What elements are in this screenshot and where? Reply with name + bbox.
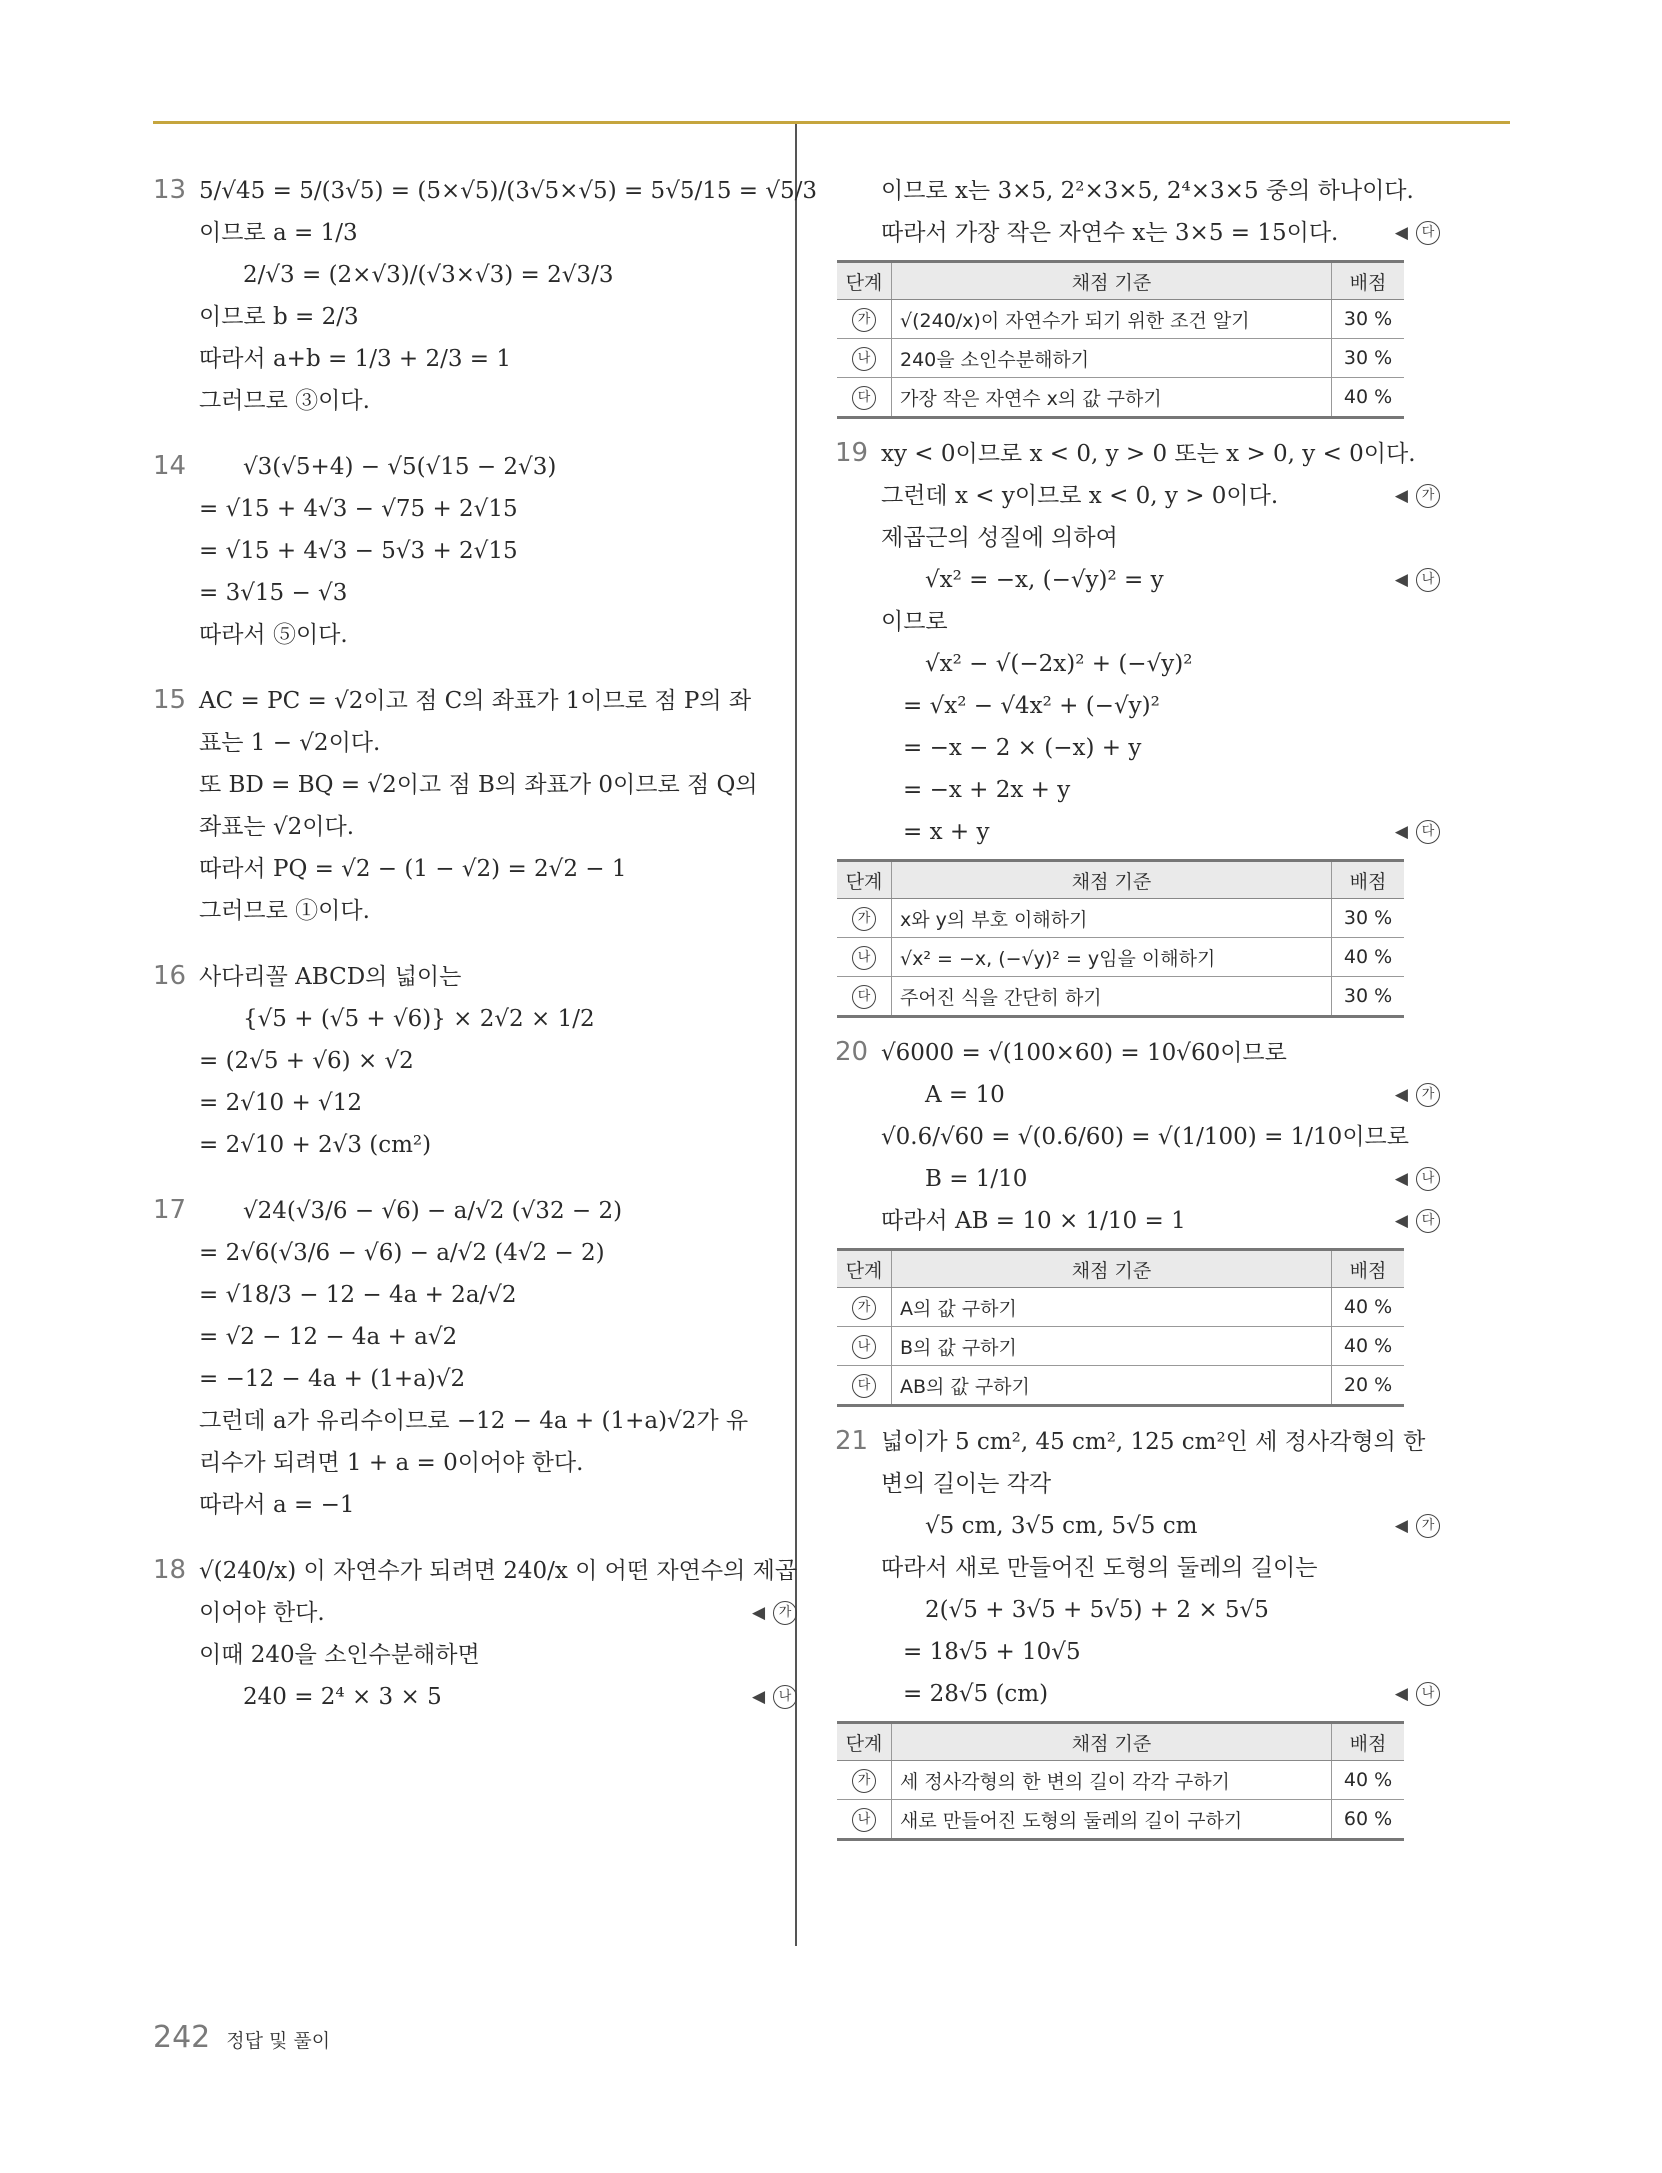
step-circle-icon: 나 bbox=[1416, 1167, 1440, 1191]
problem-number: 18 bbox=[153, 1555, 187, 1585]
solution-line: = −x + 2x + y bbox=[903, 777, 1071, 803]
solution-line: = 2√6(√3/6 − √6) − a/√2 (4√2 − 2) bbox=[199, 1240, 605, 1266]
table-row bbox=[837, 1800, 1404, 1840]
table-cell: 40 % bbox=[1332, 1327, 1405, 1366]
solution-line: = 3√15 − √3 bbox=[199, 580, 348, 606]
solution-line: 따라서 PQ = √2 − (1 − √2) = 2√2 − 1 bbox=[199, 856, 627, 882]
solution-line: = √15 + 4√3 − 5√3 + 2√15 bbox=[199, 538, 518, 564]
solution-line: 리수가 되려면 1 + a = 0이어야 한다. bbox=[199, 1450, 584, 1476]
table-header: 단계 bbox=[837, 1723, 892, 1761]
solution-line: 사다리꼴 ABCD의 넓이는 bbox=[199, 964, 462, 990]
table-row bbox=[837, 339, 1404, 378]
table-cell: x와 y의 부호 이해하기 bbox=[892, 899, 1332, 938]
step-circle-icon: 나 bbox=[852, 946, 876, 970]
step-marker bbox=[1395, 1505, 1440, 1547]
solution-line: = −x − 2 × (−x) + y bbox=[903, 735, 1142, 761]
step-circle-icon: 나 bbox=[1416, 568, 1440, 592]
grading-table-21 bbox=[837, 1721, 1404, 1841]
table-cell: 새로 만들어진 도형의 둘레의 길이 구하기 bbox=[892, 1800, 1332, 1840]
table-header: 단계 bbox=[837, 1250, 892, 1288]
solution-line: 5/√45 = 5/(3√5) = (5×√5)/(3√5×√5) = 5√5/15 = √5/3 bbox=[199, 178, 818, 204]
table-cell: 40 % bbox=[1332, 1761, 1405, 1800]
solution-line: 2(√5 + 3√5 + 5√5) + 2 × 5√5 bbox=[925, 1597, 1269, 1623]
step-marker bbox=[1395, 1673, 1440, 1715]
table-cell: 가장 작은 자연수 x의 값 구하기 bbox=[892, 378, 1332, 418]
step-marker bbox=[752, 1676, 797, 1718]
grading-table-20 bbox=[837, 1248, 1404, 1407]
solution-line: 따라서 ⑤이다. bbox=[199, 622, 348, 648]
page-footer bbox=[153, 2020, 330, 2055]
table-cell: 30 % bbox=[1332, 977, 1405, 1017]
solution-line: √0.6/√60 = √(0.6/60) = √(1/100) = 1/10이므로 bbox=[881, 1124, 1409, 1150]
problem-number: 21 bbox=[835, 1426, 869, 1456]
problem-18 bbox=[153, 1550, 798, 1718]
solution-line: {√5 + (√5 + √6)} × 2√2 × 1/2 bbox=[243, 1006, 595, 1032]
solution-line: = √15 + 4√3 − √75 + 2√15 bbox=[199, 496, 518, 522]
solution-line: 넓이가 5 cm², 45 cm², 125 cm²인 세 정사각형의 한 bbox=[881, 1429, 1426, 1455]
problem-13 bbox=[153, 170, 818, 422]
right-column bbox=[835, 170, 1440, 1855]
step-circle-icon: 나 bbox=[1416, 1682, 1440, 1706]
table-cell: 30 % bbox=[1332, 339, 1405, 378]
table-cell: √(240/x)이 자연수가 되기 위한 조건 알기 bbox=[892, 300, 1332, 339]
solution-line: = (2√5 + √6) × √2 bbox=[199, 1048, 414, 1074]
solution-line: 2/√3 = (2×√3)/(√3×√3) = 2√3/3 bbox=[243, 262, 614, 288]
solution-line: √6000 = √(100×60) = 10√60이므로 bbox=[881, 1040, 1287, 1066]
problem-number: 19 bbox=[835, 438, 869, 468]
table-cell: 40 % bbox=[1332, 378, 1405, 418]
solution-line: √24(√3/6 − √6) − a/√2 (√32 − 2) bbox=[243, 1198, 623, 1224]
table-header: 배점 bbox=[1332, 262, 1405, 300]
table-row bbox=[837, 1366, 1404, 1406]
solution-line: B = 1/10 bbox=[925, 1166, 1028, 1192]
table-cell: 20 % bbox=[1332, 1366, 1405, 1406]
solution-line: = x + y bbox=[903, 819, 990, 845]
table-header: 단계 bbox=[837, 262, 892, 300]
table-cell: B의 값 구하기 bbox=[892, 1327, 1332, 1366]
solution-line: 그런데 a가 유리수이므로 −12 − 4a + (1+a)√2가 유 bbox=[199, 1408, 749, 1434]
step-circle-icon: 나 bbox=[852, 1335, 876, 1359]
solution-line: 그런데 x < y이므로 x < 0, y > 0이다. bbox=[881, 483, 1279, 509]
solution-line: 240 = 2⁴ × 3 × 5 bbox=[243, 1684, 442, 1710]
table-row bbox=[837, 1288, 1404, 1327]
problem-14 bbox=[153, 446, 765, 656]
step-marker bbox=[1395, 1074, 1440, 1116]
problem-number: 13 bbox=[153, 175, 187, 205]
triangle-left-icon: ◀ bbox=[1394, 1211, 1408, 1231]
solution-line: 변의 길이는 각각 bbox=[881, 1471, 1052, 1497]
step-circle-icon: 다 bbox=[1416, 1209, 1440, 1233]
triangle-left-icon: ◀ bbox=[1394, 570, 1408, 590]
triangle-left-icon: ◀ bbox=[1394, 1169, 1408, 1189]
solution-line: √x² − √(−2x)² + (−√y)² bbox=[925, 651, 1193, 677]
table-row bbox=[837, 899, 1404, 938]
problem-20 bbox=[835, 1032, 1440, 1242]
problem-number: 17 bbox=[153, 1195, 187, 1225]
grading-table-18 bbox=[837, 260, 1404, 419]
problem-number: 16 bbox=[153, 961, 187, 991]
step-marker bbox=[1395, 559, 1440, 601]
problem-number: 15 bbox=[153, 685, 187, 715]
solution-line: 또 BD = BQ = √2이고 점 B의 좌표가 0이므로 점 Q의 bbox=[199, 772, 758, 798]
top-accent-rule bbox=[153, 121, 1510, 124]
table-header: 채점 기준 bbox=[892, 861, 1332, 899]
solution-line: 표는 1 − √2이다. bbox=[199, 730, 381, 756]
triangle-left-icon: ◀ bbox=[1394, 223, 1408, 243]
solution-line: = √2 − 12 − 4a + a√2 bbox=[199, 1324, 458, 1350]
table-row bbox=[837, 300, 1404, 339]
table-header: 배점 bbox=[1332, 1250, 1405, 1288]
step-circle-icon: 다 bbox=[852, 386, 876, 410]
section-label: 정답 및 풀이 bbox=[226, 2030, 331, 2052]
table-header: 채점 기준 bbox=[892, 262, 1332, 300]
triangle-left-icon: ◀ bbox=[1394, 486, 1408, 506]
step-circle-icon: 나 bbox=[773, 1685, 797, 1709]
solution-line: 따라서 a = −1 bbox=[199, 1492, 355, 1518]
step-circle-icon: 다 bbox=[1416, 820, 1440, 844]
solution-line: 좌표는 √2이다. bbox=[199, 814, 355, 840]
solution-line: 그러므로 ①이다. bbox=[199, 898, 370, 924]
solution-line: 그러므로 ③이다. bbox=[199, 388, 370, 414]
triangle-left-icon: ◀ bbox=[1394, 1085, 1408, 1105]
step-circle-icon: 다 bbox=[852, 1374, 876, 1398]
solution-line: √5 cm, 3√5 cm, 5√5 cm bbox=[925, 1513, 1198, 1539]
table-cell: 40 % bbox=[1332, 1288, 1405, 1327]
page-number: 242 bbox=[153, 2020, 211, 2055]
step-marker bbox=[1395, 212, 1440, 254]
problem-number: 14 bbox=[153, 451, 187, 481]
solution-line: = √18/3 − 12 − 4a + 2a/√2 bbox=[199, 1282, 517, 1308]
step-circle-icon: 가 bbox=[852, 1769, 876, 1793]
step-marker bbox=[752, 1592, 797, 1634]
triangle-left-icon: ◀ bbox=[751, 1603, 766, 1623]
solution-line: 따라서 AB = 10 × 1/10 = 1 bbox=[881, 1208, 1186, 1234]
solution-line: 이어야 한다. bbox=[199, 1600, 325, 1626]
table-cell: 60 % bbox=[1332, 1800, 1405, 1840]
solution-line: √(240/x) 이 자연수가 되려면 240/x 이 어떤 자연수의 제곱 bbox=[199, 1558, 798, 1584]
solution-line: 이므로 a = 1/3 bbox=[199, 220, 358, 246]
step-circle-icon: 가 bbox=[1416, 1083, 1440, 1107]
table-header: 채점 기준 bbox=[892, 1250, 1332, 1288]
solution-line: A = 10 bbox=[925, 1082, 1005, 1108]
step-marker bbox=[1395, 475, 1440, 517]
step-circle-icon: 가 bbox=[852, 308, 876, 332]
solution-line: √x² = −x, (−√y)² = y bbox=[925, 567, 1164, 593]
table-cell: 30 % bbox=[1332, 300, 1405, 339]
solution-line: = 2√10 + √12 bbox=[199, 1090, 362, 1116]
table-cell: 30 % bbox=[1332, 899, 1405, 938]
solution-line: = 18√5 + 10√5 bbox=[903, 1639, 1081, 1665]
solution-line: 따라서 가장 작은 자연수 x는 3×5 = 15이다. bbox=[881, 220, 1339, 246]
solution-line: 이므로 b = 2/3 bbox=[199, 304, 359, 330]
step-marker bbox=[1395, 1200, 1440, 1242]
table-header: 배점 bbox=[1332, 1723, 1405, 1761]
table-cell: √x² = −x, (−√y)² = y임을 이해하기 bbox=[892, 938, 1332, 977]
solution-line: AC = PC = √2이고 점 C의 좌표가 1이므로 점 P의 좌 bbox=[199, 688, 752, 714]
solution-line: = −12 − 4a + (1+a)√2 bbox=[199, 1366, 466, 1392]
solution-line: 이므로 x는 3×5, 2²×3×5, 2⁴×3×5 중의 하나이다. bbox=[881, 178, 1414, 204]
step-circle-icon: 가 bbox=[852, 907, 876, 931]
solution-line: xy < 0이므로 x < 0, y > 0 또는 x > 0, y < 0이다. bbox=[881, 441, 1416, 467]
table-cell: 주어진 식을 간단히 하기 bbox=[892, 977, 1332, 1017]
left-column bbox=[153, 170, 818, 1742]
table-row bbox=[837, 938, 1404, 977]
problem-15 bbox=[153, 680, 765, 932]
step-circle-icon: 다 bbox=[852, 985, 876, 1009]
problem-19 bbox=[835, 433, 1440, 853]
table-cell: 40 % bbox=[1332, 938, 1405, 977]
table-row bbox=[837, 378, 1404, 418]
table-cell: 240을 소인수분해하기 bbox=[892, 339, 1332, 378]
step-marker bbox=[1395, 811, 1440, 853]
triangle-left-icon: ◀ bbox=[1394, 1516, 1408, 1536]
problem-16 bbox=[153, 956, 765, 1166]
table-cell: 세 정사각형의 한 변의 길이 각각 구하기 bbox=[892, 1761, 1332, 1800]
table-header: 단계 bbox=[837, 861, 892, 899]
solution-line: 따라서 a+b = 1/3 + 2/3 = 1 bbox=[199, 346, 512, 372]
problem-21 bbox=[835, 1421, 1440, 1715]
solution-line: 이므로 bbox=[881, 609, 948, 635]
step-circle-icon: 가 bbox=[1416, 1514, 1440, 1538]
table-cell: AB의 값 구하기 bbox=[892, 1366, 1332, 1406]
step-circle-icon: 가 bbox=[773, 1601, 797, 1625]
step-circle-icon: 가 bbox=[1416, 484, 1440, 508]
table-row bbox=[837, 977, 1404, 1017]
solution-line: = √x² − √4x² + (−√y)² bbox=[903, 693, 1160, 719]
step-marker bbox=[1395, 1158, 1440, 1200]
table-header: 채점 기준 bbox=[892, 1723, 1332, 1761]
solution-line: 따라서 새로 만들어진 도형의 둘레의 길이는 bbox=[881, 1555, 1318, 1581]
table-row bbox=[837, 1327, 1404, 1366]
table-header: 배점 bbox=[1332, 861, 1405, 899]
solution-line: 이때 240을 소인수분해하면 bbox=[199, 1642, 480, 1668]
triangle-left-icon: ◀ bbox=[751, 1687, 766, 1707]
triangle-left-icon: ◀ bbox=[1394, 822, 1408, 842]
step-circle-icon: 가 bbox=[852, 1296, 876, 1320]
solution-line: = 2√10 + 2√3 (cm²) bbox=[199, 1132, 432, 1158]
step-circle-icon: 나 bbox=[852, 347, 876, 371]
table-cell: A의 값 구하기 bbox=[892, 1288, 1332, 1327]
solution-line: = 28√5 (cm) bbox=[903, 1681, 1049, 1707]
problem-number: 20 bbox=[835, 1037, 869, 1067]
step-circle-icon: 다 bbox=[1416, 221, 1440, 245]
triangle-left-icon: ◀ bbox=[1394, 1684, 1408, 1704]
solution-line: 제곱근의 성질에 의하여 bbox=[881, 525, 1118, 551]
step-circle-icon: 나 bbox=[852, 1808, 876, 1832]
table-row bbox=[837, 1761, 1404, 1800]
solution-line: √3(√5+4) − √5(√15 − 2√3) bbox=[243, 454, 557, 480]
grading-table-19 bbox=[837, 859, 1404, 1018]
problem-17 bbox=[153, 1190, 765, 1526]
